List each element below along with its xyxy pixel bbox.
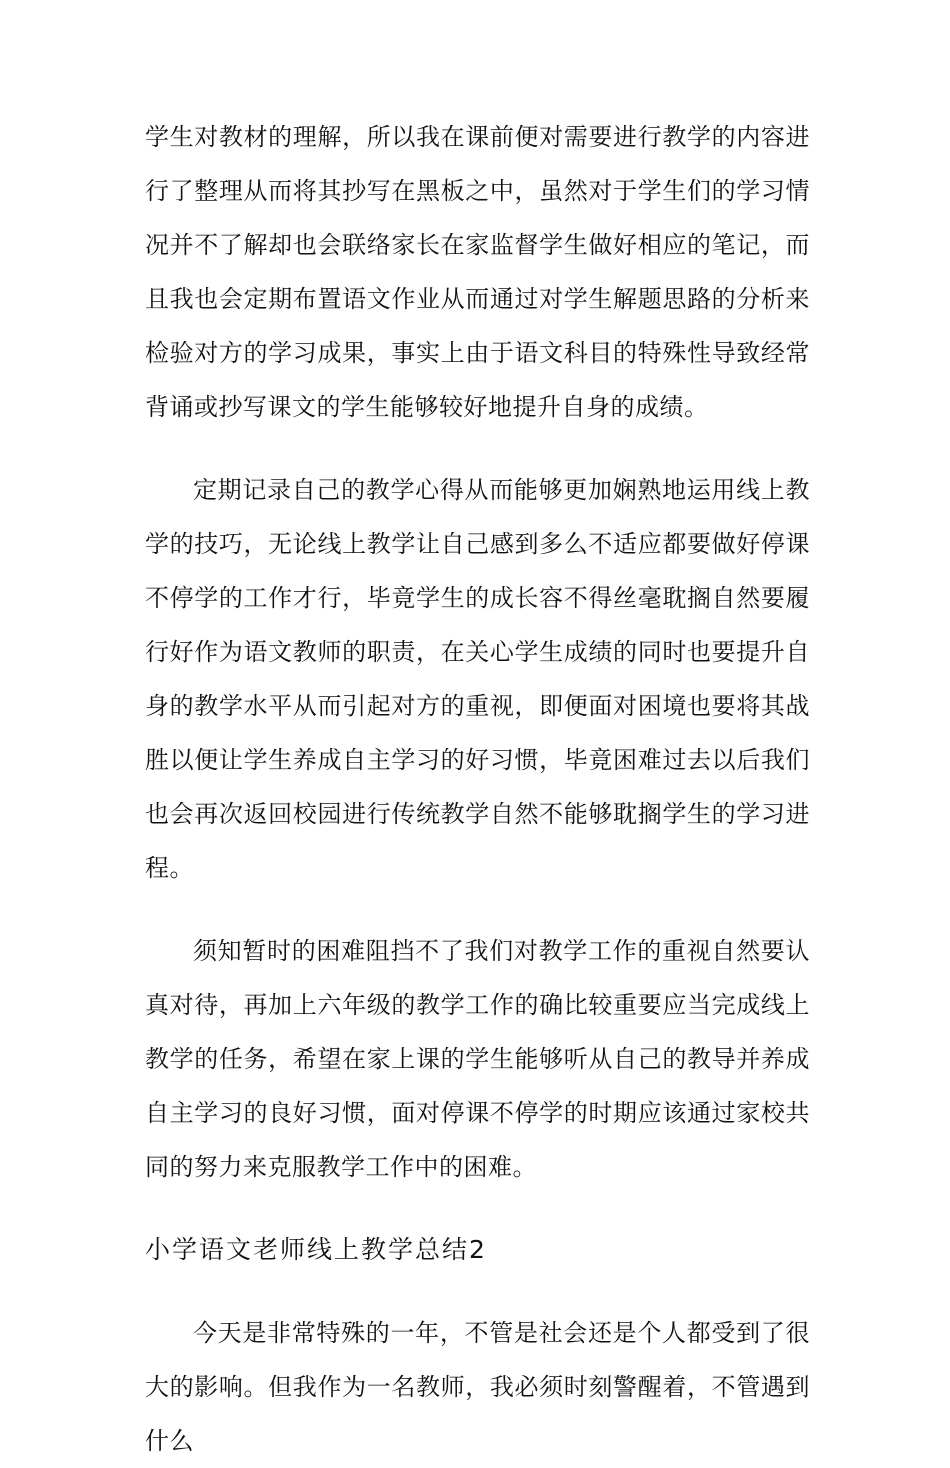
- paragraph-difficulties: 须知暂时的困难阻挡不了我们对教学工作的重视自然要认真对待，再加上六年级的教学工作的确比较重要应当完成线上教学的任务，希望在家上课的学生能够听从自己的教导并养成自主学习的良好习惯，面对停课不停学的时期应该通过家校共同的努力来克服教学工作中的困难。: [145, 937, 810, 1181]
- paragraph-record-teaching: 定期记录自己的教学心得从而能够更加娴熟地运用线上教学的技巧，无论线上教学让自己感到多么不适应都要做好停课不停学的工作才行，毕竟学生的成长容不得丝毫耽搁自然要履行好作为语文教师的职责，在关心学生成绩的同时也要提升自身的教学水平从而引起对方的重视，即便面对困境也要将其战胜以便让学生养成自主学习的好习惯，毕竟困难过去以后我们也会再次返回校园进行传统教学自然不能够耽搁学生的学习进程。: [145, 476, 810, 882]
- paragraph-gap: [145, 1194, 810, 1223]
- paragraph-intro-summary-2: 今天是非常特殊的一年，不管是社会还是个人都受到了很大的影响。但我作为一名教师，我必须时刻警醒着，不管遇到什么: [145, 1319, 810, 1455]
- paragraph-continued: 学生对教材的理解，所以我在课前便对需要进行教学的内容进行了整理从而将其抄写在黑板之中，虽然对于学生们的学习情况并不了解却也会联络家长在家监督学生做好相应的笔记，而且我也会定期布置语文作业从而通过对学生解题思路的分析来检验对方的学习成果，事实上由于语文科目的特殊性导致经常背诵或抄写课文的学生能够较好地提升自身的成绩。: [145, 123, 810, 421]
- section-heading: 小学语文老师线上教学总结2: [145, 1235, 487, 1264]
- paragraph-gap: [145, 895, 810, 924]
- paragraph-gap: [145, 1277, 810, 1306]
- paragraph-gap: [145, 434, 810, 463]
- document-body: [145, 110, 810, 1468]
